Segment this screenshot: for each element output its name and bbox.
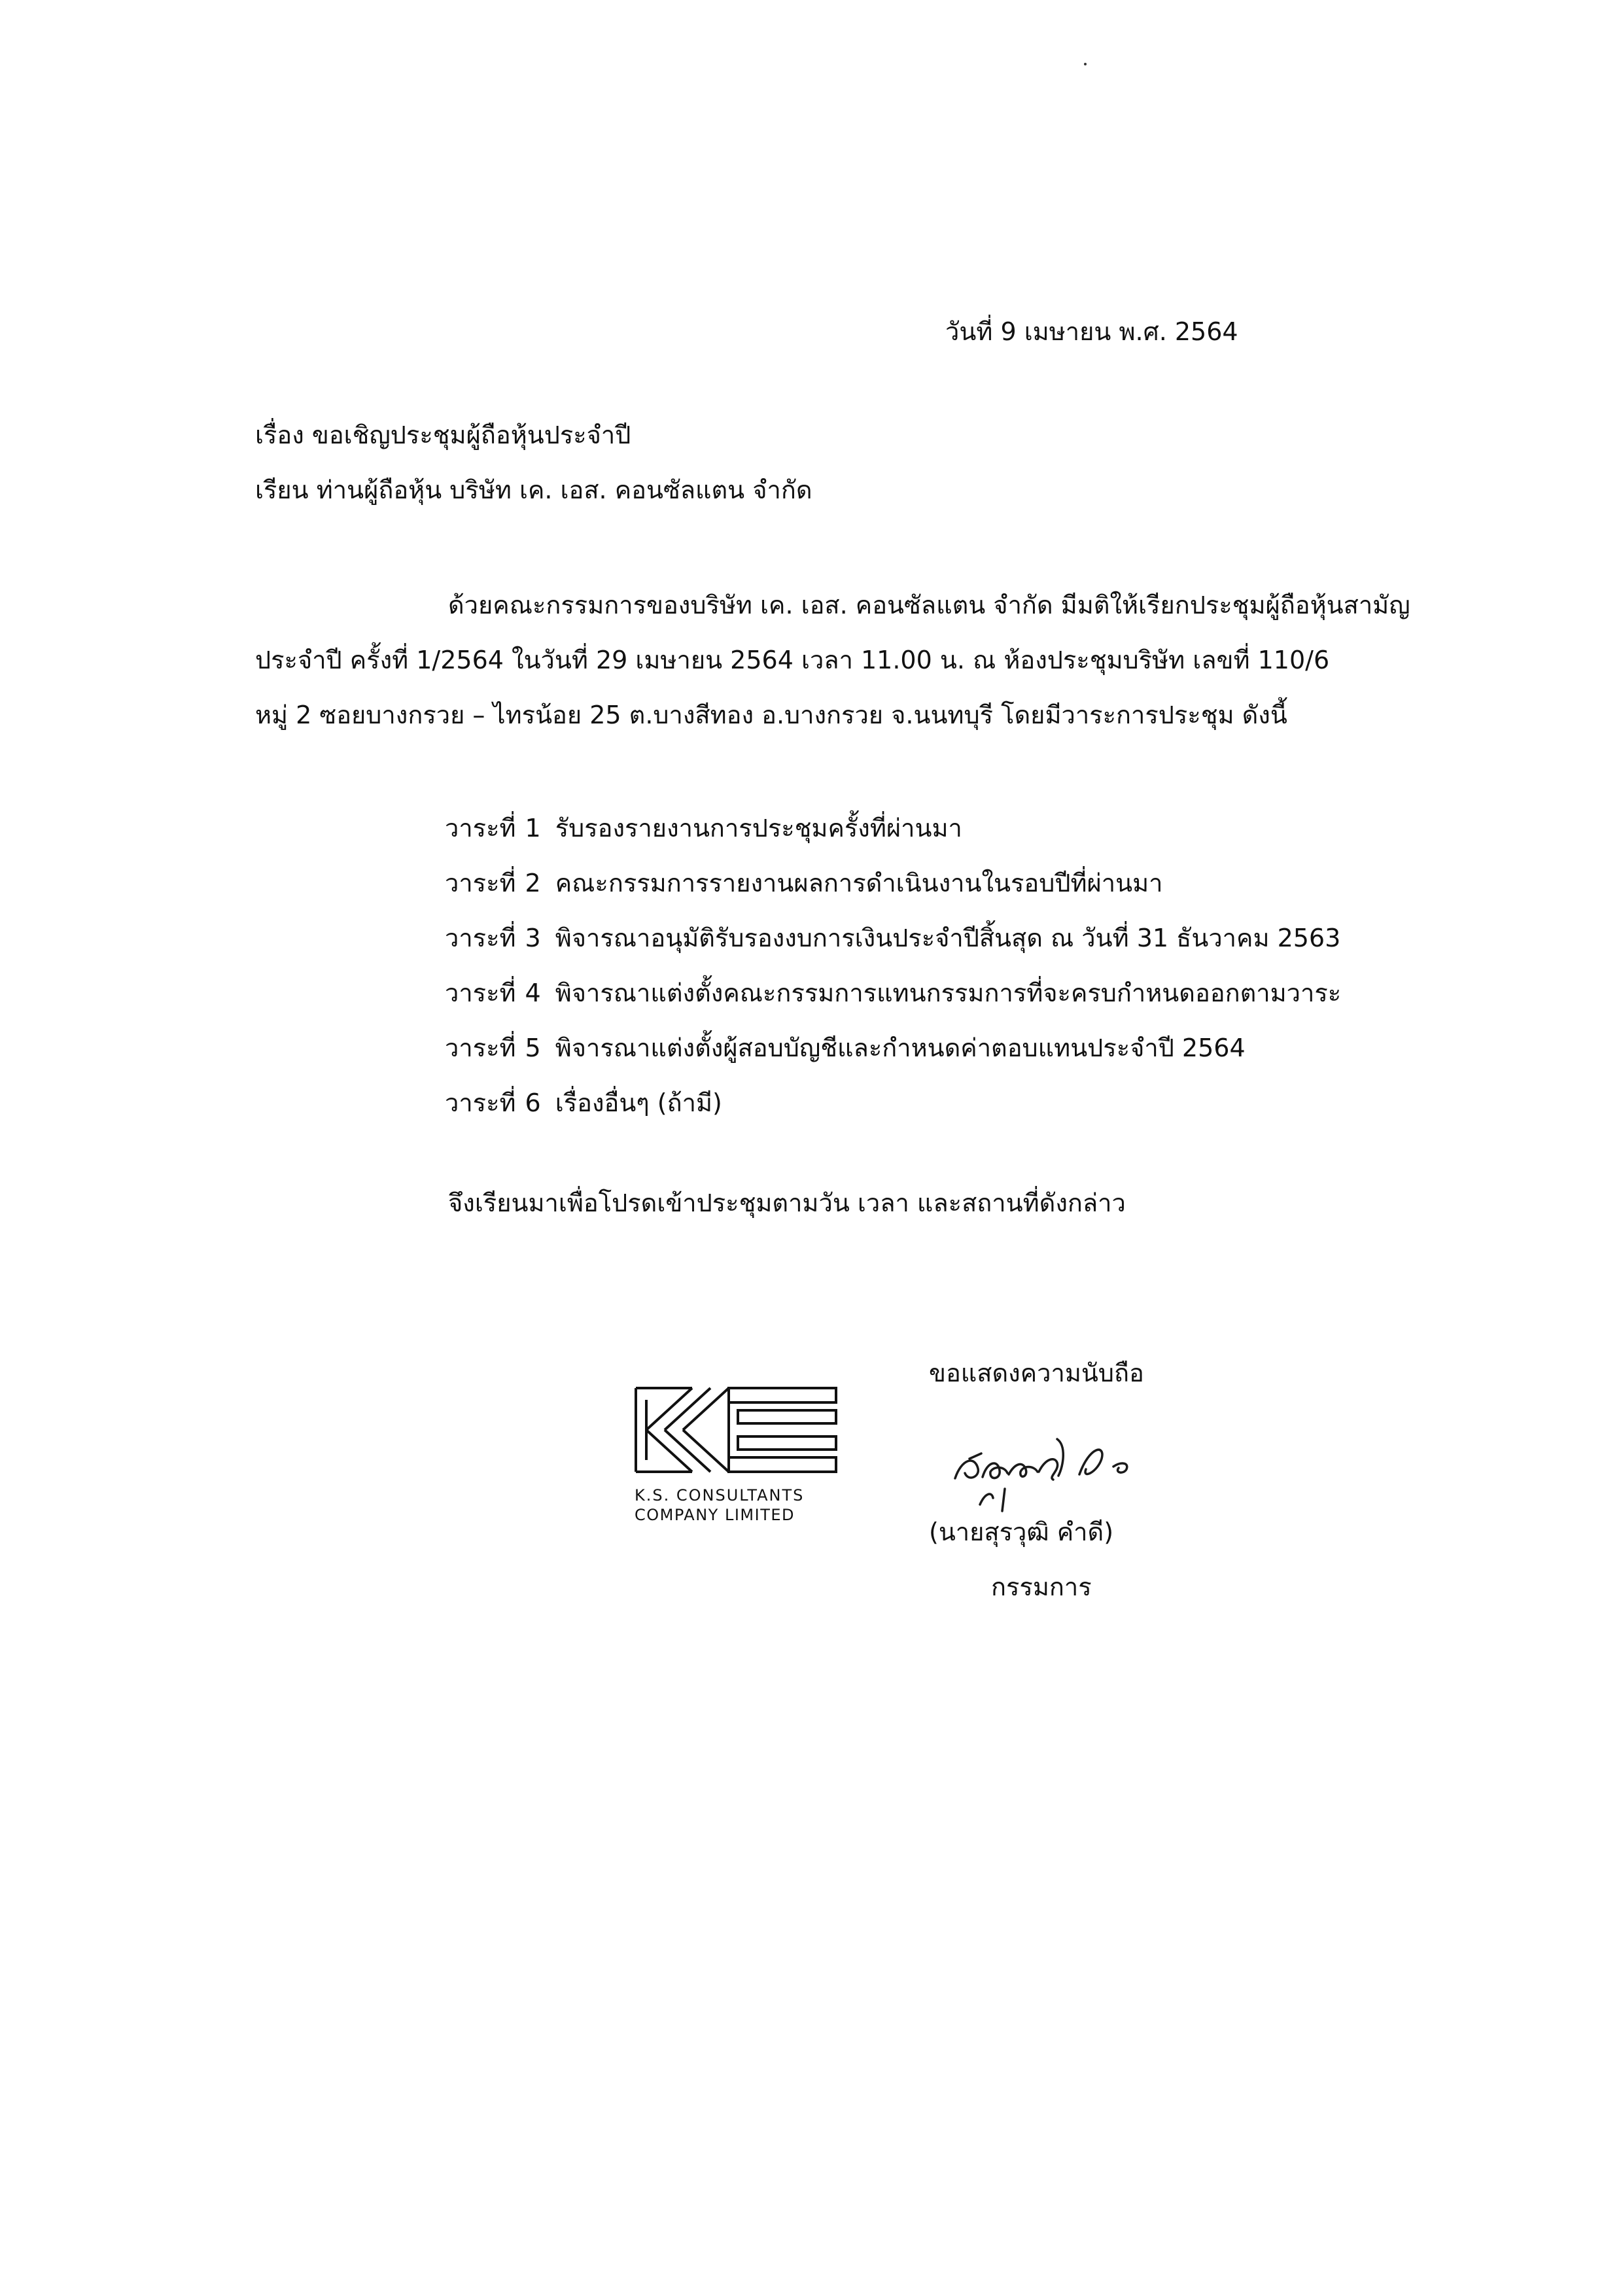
agenda-label: วาระที่ bbox=[445, 814, 516, 843]
agenda-text: รับรองรายงานการประชุมครั้งที่ผ่านมา bbox=[555, 814, 962, 843]
body-line-1: ด้วยคณะกรรมการของบริษัท เค. เอส. คอนซัลแตน จำกัด มีมติให้เรียกประชุมผู้ถือหุ้นสามัญ bbox=[448, 591, 1410, 619]
agenda-label: วาระที่ bbox=[445, 924, 516, 952]
agenda-label: วาระที่ bbox=[445, 869, 516, 897]
agenda-number: 6 bbox=[525, 1088, 541, 1117]
letter-date: วันที่ 9 เมษายน พ.ศ. 2564 bbox=[945, 317, 1238, 346]
agenda-number: 3 bbox=[525, 924, 541, 952]
signatory-title: กรรมการ bbox=[991, 1573, 1092, 1601]
agenda-item bbox=[445, 973, 1341, 1028]
agenda-text: พิจารณาอนุมัติรับรองงบการเงินประจำปีสิ้นสุด ณ วันที่ 31 ธันวาคม 2563 bbox=[555, 924, 1341, 952]
agenda-number: 1 bbox=[525, 814, 541, 843]
agenda-text: พิจารณาแต่งตั้งผู้สอบบัญชีและกำหนดค่าตอบแทนประจำปี 2564 bbox=[555, 1034, 1246, 1062]
agenda-label: วาระที่ bbox=[445, 1088, 516, 1117]
agenda-item bbox=[445, 1028, 1341, 1083]
agenda-number: 2 bbox=[525, 869, 541, 897]
ks-logo-mark-icon bbox=[633, 1374, 843, 1485]
signatory-name: (นายสุรวุฒิ คำดี) bbox=[929, 1518, 1114, 1546]
agenda-item bbox=[445, 918, 1341, 973]
agenda-text: คณะกรรมการรายงานผลการดำเนินงานในรอบปีที่ผ่านมา bbox=[555, 869, 1163, 897]
closing-sentence: จึงเรียนมาเพื่อโปรดเข้าประชุมตามวัน เวลา และสถานที่ดังกล่าว bbox=[448, 1189, 1126, 1217]
signature-icon bbox=[942, 1419, 1151, 1524]
agenda-item bbox=[445, 808, 1341, 863]
agenda-number: 4 bbox=[525, 979, 541, 1007]
company-logo bbox=[633, 1374, 843, 1531]
letter-recipient: เรียน ท่านผู้ถือหุ้น บริษัท เค. เอส. คอนซัลแตน จำกัด bbox=[255, 476, 812, 504]
logo-company-type: COMPANY LIMITED bbox=[635, 1506, 795, 1524]
agenda-label: วาระที่ bbox=[445, 1034, 516, 1062]
body-line-3: หมู่ 2 ซอยบางกรวย – ไทรน้อย 25 ต.บางสีทอง อ.บางกรวย จ.นนทบุรี โดยมีวาระการประชุม ดังนี้ bbox=[255, 701, 1287, 729]
body-line-2: ประจำปี ครั้งที่ 1/2564 ในวันที่ 29 เมษายน 2564 เวลา 11.00 น. ณ ห้องประชุมบริษัท เลขที่ 110/6 bbox=[255, 646, 1330, 674]
logo-company-name: K.S. CONSULTANTS bbox=[635, 1486, 805, 1505]
scan-speck bbox=[1084, 63, 1087, 65]
letter-subject: เรื่อง ขอเชิญประชุมผู้ถือหุ้นประจำปี bbox=[255, 421, 631, 449]
agenda-text: เรื่องอื่นๆ (ถ้ามี) bbox=[555, 1088, 722, 1117]
agenda-label: วาระที่ bbox=[445, 979, 516, 1007]
agenda-number: 5 bbox=[525, 1034, 541, 1062]
agenda-item bbox=[445, 863, 1341, 918]
handwritten-signature bbox=[942, 1419, 1151, 1524]
agenda-list bbox=[445, 808, 1341, 1138]
agenda-item bbox=[445, 1083, 1341, 1138]
agenda-text: พิจารณาแต่งตั้งคณะกรรมการแทนกรรมการที่จะครบกำหนดออกตามวาระ bbox=[555, 979, 1342, 1007]
regards-text: ขอแสดงความนับถือ bbox=[929, 1359, 1144, 1387]
